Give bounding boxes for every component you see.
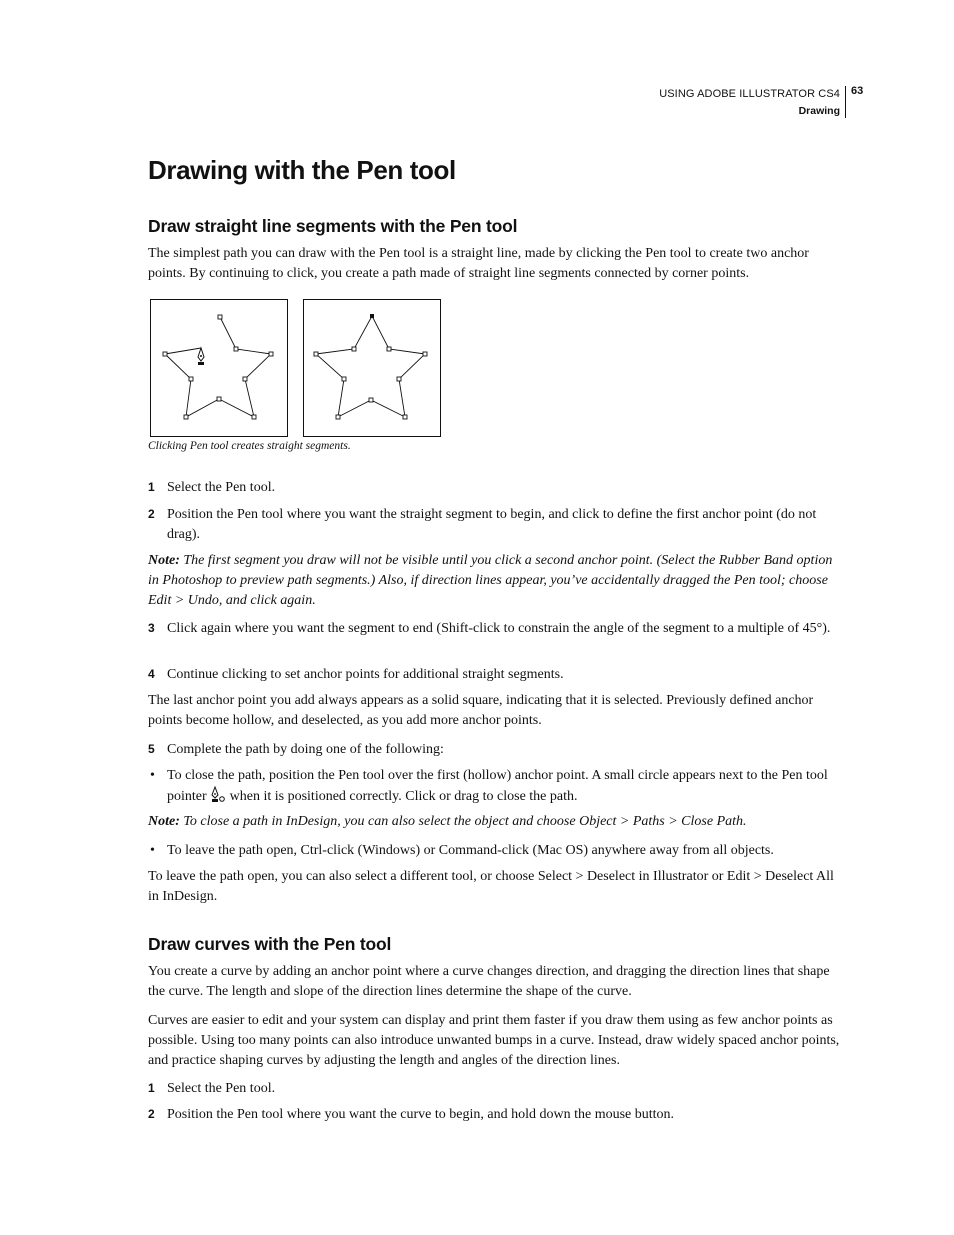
bullet-text: To leave the path open, Ctrl-click (Windows) or Command-click (Mac OS) anywhere away from all objects.: [167, 843, 774, 858]
figure-panel-open: [151, 300, 288, 437]
anchor-point-paragraph: The last anchor point you add always appears as a solid square, indicating that it is selected. Previously defined anchor points become hollow, and deselected, as you add more anchor points.: [148, 693, 814, 728]
bullet-close-path: [148, 766, 840, 807]
note-indesign: [148, 812, 840, 832]
step-3: [148, 619, 840, 639]
pen-close-icon: [210, 786, 226, 803]
curve-step-2: [148, 1105, 840, 1125]
open-path-anchor-points: [163, 315, 273, 419]
step-1: [148, 478, 840, 498]
step-text: Position the Pen tool where you want the curve to begin, and hold down the mouse button.: [167, 1107, 675, 1122]
step-number: 2: [148, 1107, 155, 1121]
step-number: 3: [148, 621, 155, 635]
step-text: Select the Pen tool.: [167, 1081, 276, 1096]
leave-open-paragraph: To leave the path open, you can also select a different tool, or choose Select > Deselect in Illustrator or Edit > Deselect All in InDesign.: [148, 869, 834, 904]
step-text: Click again where you want the segment to end (Shift-click to constrain the angle of the segment to a multiple of 45°).: [167, 621, 831, 636]
step-number: 2: [148, 507, 155, 521]
curve-step-1: [148, 1079, 840, 1099]
running-head: [659, 86, 840, 120]
open-star-path: [165, 317, 271, 417]
running-section: Drawing: [798, 105, 840, 117]
page-number: 63: [851, 85, 864, 97]
bullet-marker: •: [150, 843, 155, 858]
step-text: Select the Pen tool.: [167, 480, 276, 495]
note-label: Note:: [148, 553, 180, 568]
step-text: Continue clicking to set anchor points for additional straight segments.: [167, 667, 564, 682]
closed-path-anchor-points: [314, 347, 427, 419]
bullet-text: [167, 766, 840, 807]
open-path-first-segment: [165, 348, 201, 354]
curves-advice-paragraph: Curves are easier to edit and your system can display and print them faster if you draw them using as few anchor points as possible. Using too many points can also introduce unwanted bumps in a curve. Instead, draw widely spaced anchor points, and practice shaping curves by adjusting the length and angles of the direction lines.: [148, 1013, 840, 1068]
step-number: 1: [148, 1081, 155, 1095]
step-2: [148, 505, 840, 544]
section-heading-curves: Draw curves with the Pen tool: [148, 934, 392, 954]
intro-paragraph: The simplest path you can draw with the Pen tool is a straight line, made by clicking the Pen tool to create two anchor points. By continuing to click, you create a path made of straight line segments connected by corner points.: [148, 246, 809, 281]
step-number: 5: [148, 742, 155, 756]
note-rubber-band: [148, 551, 840, 611]
step-number: 4: [148, 667, 155, 681]
page-title: Drawing with the Pen tool: [148, 155, 456, 185]
figure-illustration: [150, 299, 442, 438]
note-label: Note:: [148, 814, 180, 829]
bullet-leave-open: [148, 841, 840, 861]
running-title: USING ADOBE ILLUSTRATOR CS4: [659, 88, 840, 100]
selected-anchor-point: [370, 314, 374, 318]
step-4: [148, 665, 840, 685]
step-number: 1: [148, 480, 155, 494]
step-5: [148, 740, 840, 760]
pen-tool-figure: [150, 299, 442, 438]
section-heading-straight: Draw straight line segments with the Pen tool: [148, 216, 518, 236]
note-text: The first segment you draw will not be visible until you click a second anchor point. (Select the Rubber Band option in Photoshop to preview path segments.) Also, if direction lines appear, you’ve accidentally dragged the Pen tool; choose Edit > Undo, and click again.: [148, 553, 833, 608]
pen-tool-icon: [198, 348, 204, 365]
figure-panel-closed: [304, 300, 441, 437]
step-text: Position the Pen tool where you want the straight segment to begin, and click to define the first anchor point (do not drag).: [167, 507, 817, 542]
bullet-marker: •: [150, 768, 155, 783]
bullet-text-before: To close the path, position the Pen tool over the first (hollow) anchor point. A small circle appears next to the Pen tool pointer: [167, 768, 828, 804]
bullet-text-after: when it is positioned correctly. Click or drag to close the path.: [226, 789, 578, 804]
curves-intro-paragraph: You create a curve by adding an anchor point where a curve changes direction, and dragging the direction lines that shape the curve. The length and slope of the direction lines determine the shape of the curve.: [148, 964, 830, 999]
header-divider: [845, 86, 846, 118]
note-text: To close a path in InDesign, you can also select the object and choose Object > Paths > Close Path.: [179, 814, 747, 829]
figure-caption: Clicking Pen tool creates straight segments.: [148, 440, 351, 452]
step-text: Complete the path by doing one of the following:: [167, 742, 444, 757]
